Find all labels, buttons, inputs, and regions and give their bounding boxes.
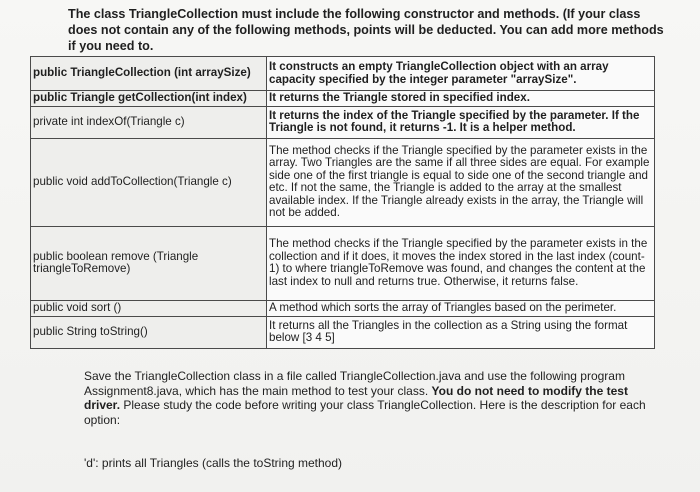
method-description: It returns all the Triangles in the collection as a String using the format below [3 4 5] <box>267 316 655 348</box>
save-text-2: Please study the code before writing your class TriangleCollection. Here is the description for each option: <box>84 398 646 427</box>
table-row <box>31 300 655 316</box>
method-description: It returns the Triangle stored in specified index. <box>267 91 655 107</box>
method-signature: private int indexOf(Triangle c) <box>31 106 267 138</box>
option-d: 'd': prints all Triangles (calls the toString method) <box>84 456 343 470</box>
method-signature: public boolean remove (Triangle triangleToRemove) <box>31 226 267 300</box>
method-description: It constructs an empty TriangleCollection object with an array capacity specified by the integer parameter "arraySize". <box>267 57 655 91</box>
table-row <box>31 226 655 300</box>
intro-paragraph <box>68 6 668 54</box>
method-description: A method which sorts the array of Triangles based on the perimeter. <box>267 300 655 316</box>
table-row <box>31 138 655 226</box>
save-text-bold: You do not need to modify the test driver. <box>84 383 628 412</box>
table-row <box>31 316 655 348</box>
intro-text: The class TriangleCollection must include the following constructor and methods. (If your class does not contain any of the following methods, points will be deducted. You can add more methods if you need to. <box>68 7 664 53</box>
method-signature: public void addToCollection(Triangle c) <box>31 138 267 226</box>
method-signature: public TriangleCollection (int arraySize) <box>31 57 267 91</box>
methods-table <box>30 56 655 349</box>
method-description: The method checks if the Triangle specified by the parameter exists in the collection and if it does, it moves the index stored in the last index (count-1) to where triangleToRemove was found, and changes the content at the last index to null and returns true. Otherwise, it returns false. <box>267 226 655 300</box>
save-instructions <box>84 369 650 427</box>
method-signature: public Triangle getCollection(int index) <box>31 91 267 107</box>
table-row <box>31 106 655 138</box>
table-row <box>31 91 655 107</box>
save-text-1: Save the TriangleCollection class in a file called TriangleCollection.java and use the following program Assignment8.java, which has the main method to test your class. <box>84 369 625 398</box>
method-description: It returns the index of the Triangle specified by the parameter. If the Triangle is not found, it returns -1. It is a helper method. <box>267 106 655 138</box>
method-description: The method checks if the Triangle specified by the parameter exists in the array. Two Triangles are the same if all three sides are equal. For example side one of the first triangle is equal to side one of the second triangle and etc. If not the same, the Triangle is added to the array at the smallest available index. If the Triangle already exists in the array, the Triangle will not be added. <box>267 138 655 226</box>
method-signature: public String toString() <box>31 316 267 348</box>
table-row <box>31 57 655 91</box>
method-signature: public void sort () <box>31 300 267 316</box>
